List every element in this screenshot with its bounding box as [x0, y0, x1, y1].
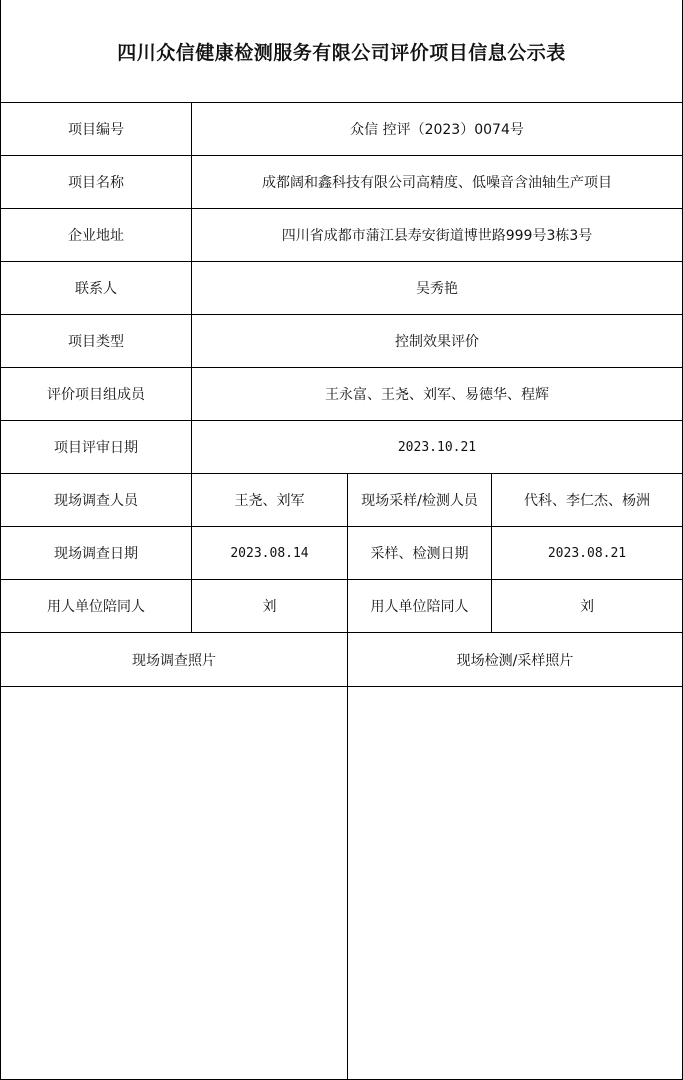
review-date-label: 项目评审日期 [1, 421, 192, 474]
review-date-value: 2023.10.21 [192, 421, 682, 474]
contact-person-value: 吴秀艳 [192, 262, 682, 315]
sampling-date-value: 2023.08.21 [492, 527, 682, 580]
company-address-label: 企业地址 [1, 209, 192, 262]
survey-staff-value: 王尧、刘军 [192, 474, 348, 527]
sampling-staff-value: 代科、李仁杰、杨洲 [492, 474, 682, 527]
sampling-photo-area [348, 687, 682, 1080]
escort-value-1: 刘 [192, 580, 348, 633]
survey-date-label: 现场调查日期 [1, 527, 192, 580]
survey-staff-label: 现场调查人员 [1, 474, 192, 527]
team-members-value: 王永富、王尧、刘军、易德华、程辉 [192, 368, 682, 421]
team-members-label: 评价项目组成员 [1, 368, 192, 421]
escort-label-2: 用人单位陪同人 [348, 580, 492, 633]
company-address-value: 四川省成都市蒲江县寿安街道博世路999号3栋3号 [192, 209, 682, 262]
sampling-date-label: 采样、检测日期 [348, 527, 492, 580]
contact-person-label: 联系人 [1, 262, 192, 315]
page-title: 四川众信健康检测服务有限公司评价项目信息公示表 [1, 0, 682, 103]
project-name-label: 项目名称 [1, 156, 192, 209]
sampling-staff-label: 现场采样/检测人员 [348, 474, 492, 527]
survey-photo-area [1, 687, 348, 1080]
survey-date-value: 2023.08.14 [192, 527, 348, 580]
project-type-label: 项目类型 [1, 315, 192, 368]
sampling-photo-header: 现场检测/采样照片 [348, 633, 682, 687]
project-number-value: 众信 控评（2023）0074号 [192, 103, 682, 156]
project-number-label: 项目编号 [1, 103, 192, 156]
escort-value-2: 刘 [492, 580, 682, 633]
survey-photo-header: 现场调查照片 [1, 633, 348, 687]
project-name-value: 成都阔和鑫科技有限公司高精度、低噪音含油轴生产项目 [192, 156, 682, 209]
project-type-value: 控制效果评价 [192, 315, 682, 368]
escort-label-1: 用人单位陪同人 [1, 580, 192, 633]
